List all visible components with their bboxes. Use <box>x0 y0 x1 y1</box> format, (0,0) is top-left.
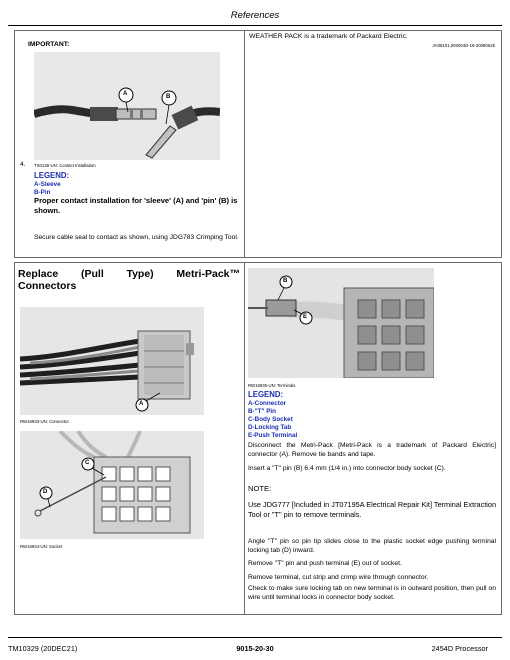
legend-item: D-Locking Tab <box>248 424 292 431</box>
remove-pin-text: Remove "T" pin and push terminal (E) out of socket. <box>248 560 402 567</box>
legend-item: A-Sleeve <box>34 181 61 188</box>
angle-pin-text: Angle "T" pin so pin tip slides close to the plastic socket edge pushing terminal locking tab (D) inward. <box>248 538 496 554</box>
trademark-text: WEATHER PACK is a trademark of Packard Electric. <box>249 33 408 40</box>
contact-installation-photo <box>34 52 220 160</box>
callout-b: B <box>166 94 171 100</box>
check-tab-text: Check to make sure locking tab on new terminal is in outward position, then pull on wire until terminal locks in connector body socket. <box>248 585 496 601</box>
note-text: Use JDG777 [Included in JT07195A Electrical Repair Kit] Terminal Extraction Tool or "T" pin to remove terminals. <box>248 500 496 519</box>
note-label: NOTE: <box>248 484 272 493</box>
legend-list-2 <box>248 400 297 440</box>
callout-connector-a: A <box>139 401 144 407</box>
socket-figure-caption: RW16934-UN: Socket <box>20 544 63 549</box>
terminals-photo <box>248 268 434 378</box>
footer-product: 2454D Processor <box>431 644 488 653</box>
callout-terminals-b: B <box>283 278 288 284</box>
callout-socket-c: C <box>85 460 90 466</box>
callout-terminals-e: E <box>303 314 308 320</box>
disconnect-text: Disconnect the Metri-Pack [Metri-Pack is a trademark of Packard Electric] connector (A). Remove tie bands and tape. <box>248 442 496 458</box>
footer-rule <box>8 637 502 638</box>
terminals-figure-caption: RW16935-UN: Terminals <box>248 383 296 388</box>
legend-item: C-Body Socket <box>248 416 293 423</box>
header-rule <box>8 25 502 26</box>
insert-pin-text: Insert a "T" pin (B) 6.4 mm (1/4 in.) into connector body socket (C). <box>248 465 446 472</box>
connector-figure-caption: RW16933-UN: Connector <box>20 419 69 424</box>
socket-photo <box>20 431 204 539</box>
important-label: IMPORTANT: <box>28 41 70 48</box>
legend-item: A-Connector <box>248 400 287 407</box>
legend-title-1: LEGEND: <box>34 171 70 180</box>
connector-photo <box>20 307 204 415</box>
remove-terminal-text: Remove terminal, cut strip and crimp wire through connector. <box>248 574 429 581</box>
callout-a: A <box>123 91 128 97</box>
legend-title-2: LEGEND: <box>248 390 284 399</box>
legend-item: B-"T" Pin <box>248 408 277 415</box>
step-number: 4. <box>20 161 26 168</box>
footer-doc-id: TM10329 (20DEC21) <box>8 644 78 653</box>
secure-cable-text: Secure cable seal to contact as shown, using JDG783 Crimping Tool. <box>34 234 239 241</box>
footer-page-number: 9015-20-30 <box>236 644 274 653</box>
legend-item: E-Push Terminal <box>248 432 298 439</box>
replace-block-divider <box>244 262 245 615</box>
section-title: Replace (Pull Type) Metri-Pack™ Connectors <box>18 268 240 292</box>
legend-list-1 <box>34 181 61 197</box>
important-block-divider <box>244 30 245 258</box>
trademark-ref: JH38101,000004D-19-20080625 <box>432 43 495 48</box>
contact-figure-caption: TS0139-UN: Contact Installation <box>34 163 96 168</box>
contact-installation-text: Proper contact installation for 'sleeve' (A) and 'pin' (B) is shown. <box>34 196 238 215</box>
callout-socket-d: D <box>43 489 48 495</box>
page-header-title: References <box>230 10 280 21</box>
legend-item: B-Pin <box>34 189 51 196</box>
